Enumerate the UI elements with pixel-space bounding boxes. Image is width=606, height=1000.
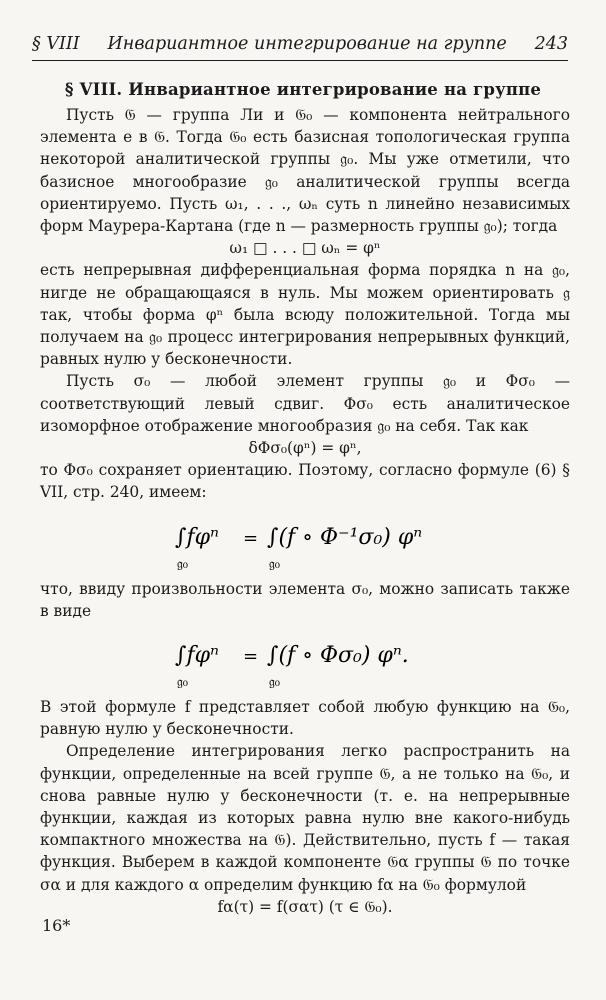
- integral-1-sub-right: 𝔤₀: [269, 556, 280, 572]
- integral-2-sub-right: 𝔤₀: [269, 675, 280, 691]
- integral-formula-2: [40, 628, 570, 690]
- integral-2-rhs: ∫(f ∘ Φσ₀) φⁿ.: [267, 643, 409, 669]
- integral-2-lhs: ∫fφⁿ: [175, 643, 219, 669]
- header-page-number: 243: [534, 34, 568, 54]
- integral-2-equals: =: [243, 646, 259, 668]
- paragraph-7: Определение интегрирования легко распространить на функции, определенные на всей группе 𝔊, а не только на 𝔊₀, и снова равные нулю у бесконечности (т. е. на непрерывные функции, каждая из которых равна нулю вне какого-нибудь компактного множества на 𝔊). Действительно, пусть f — такая функция. Выберем в каждой компоненте 𝔊α группы 𝔊 по точке σα и для каждого α определим функцию fα на 𝔊₀ формулой: [40, 742, 570, 894]
- integral-formula-1: [40, 510, 570, 572]
- header-running-title: Инвариантное интегрирование на группе: [107, 34, 507, 54]
- header-rule: [32, 60, 568, 61]
- running-header: [32, 30, 568, 58]
- formula-left-shift: δΦσ₀(φⁿ) = φⁿ,: [248, 439, 362, 458]
- integral-1-equals: =: [243, 527, 259, 549]
- integral-1-sub-left: 𝔤₀: [177, 556, 188, 572]
- paragraph-5: что, ввиду произвольности элемента σ₀, можно записать также в виде: [40, 579, 570, 620]
- formula-f-alpha: fα(τ) = f(σατ) (τ ∈ 𝔊₀).: [217, 897, 393, 916]
- paragraph-6: В этой формуле f представляет собой любую функцию на 𝔊₀, равную нулю у бесконечности.: [40, 698, 570, 739]
- paragraph-1: Пусть 𝔊 — группа Ли и 𝔊₀ — компонента нейтрального элемента e в 𝔊. Тогда 𝔊₀ есть базисная топологическая группа некоторой аналитической группы 𝔤₀. Мы уже отметили, что базисное многообразие 𝔤₀ аналитической группы всегда ориентируемо. Пусть ω₁, . . ., ωₙ суть n линейно независимых форм Маурера-Картана (где n — размерность группы 𝔤₀); тогда: [40, 106, 570, 236]
- paragraph-4: то Φσ₀ сохраняет ориентацию. Поэтому, согласно формуле (6) § VII, стр. 240, имеем:: [40, 461, 570, 502]
- header-section: § VIII: [32, 34, 80, 54]
- page-body: [40, 104, 570, 918]
- paragraph-2: есть непрерывная дифференциальная форма порядка n на 𝔤₀, нигде не обращающаяся в нуль. Мы можем ориентировать 𝔤 так, чтобы форма φⁿ была всюду положительной. Тогда мы получаем на 𝔤₀ процесс интегрирования непрерывных функций, равных нулю у бесконечности.: [40, 261, 570, 369]
- integral-1-lhs: ∫fφⁿ: [175, 524, 219, 550]
- integral-2-sub-left: 𝔤₀: [177, 675, 188, 691]
- section-heading: § VIII. Инвариантное интегрирование на группе: [64, 80, 542, 99]
- formula-maurer-cartan: ω₁ □ . . . □ ωₙ = φⁿ: [229, 239, 381, 258]
- integral-1-rhs: ∫(f ∘ Φ⁻¹σ₀) φⁿ: [267, 524, 423, 550]
- signature-mark: 16*: [42, 916, 71, 935]
- paragraph-3: Пусть σ₀ — любой элемент группы 𝔤₀ и Φσ₀ — соответствующий левый сдвиг. Φσ₀ есть аналитическое изоморфное отображение многообразия 𝔤₀ на себя. Так как: [40, 372, 570, 435]
